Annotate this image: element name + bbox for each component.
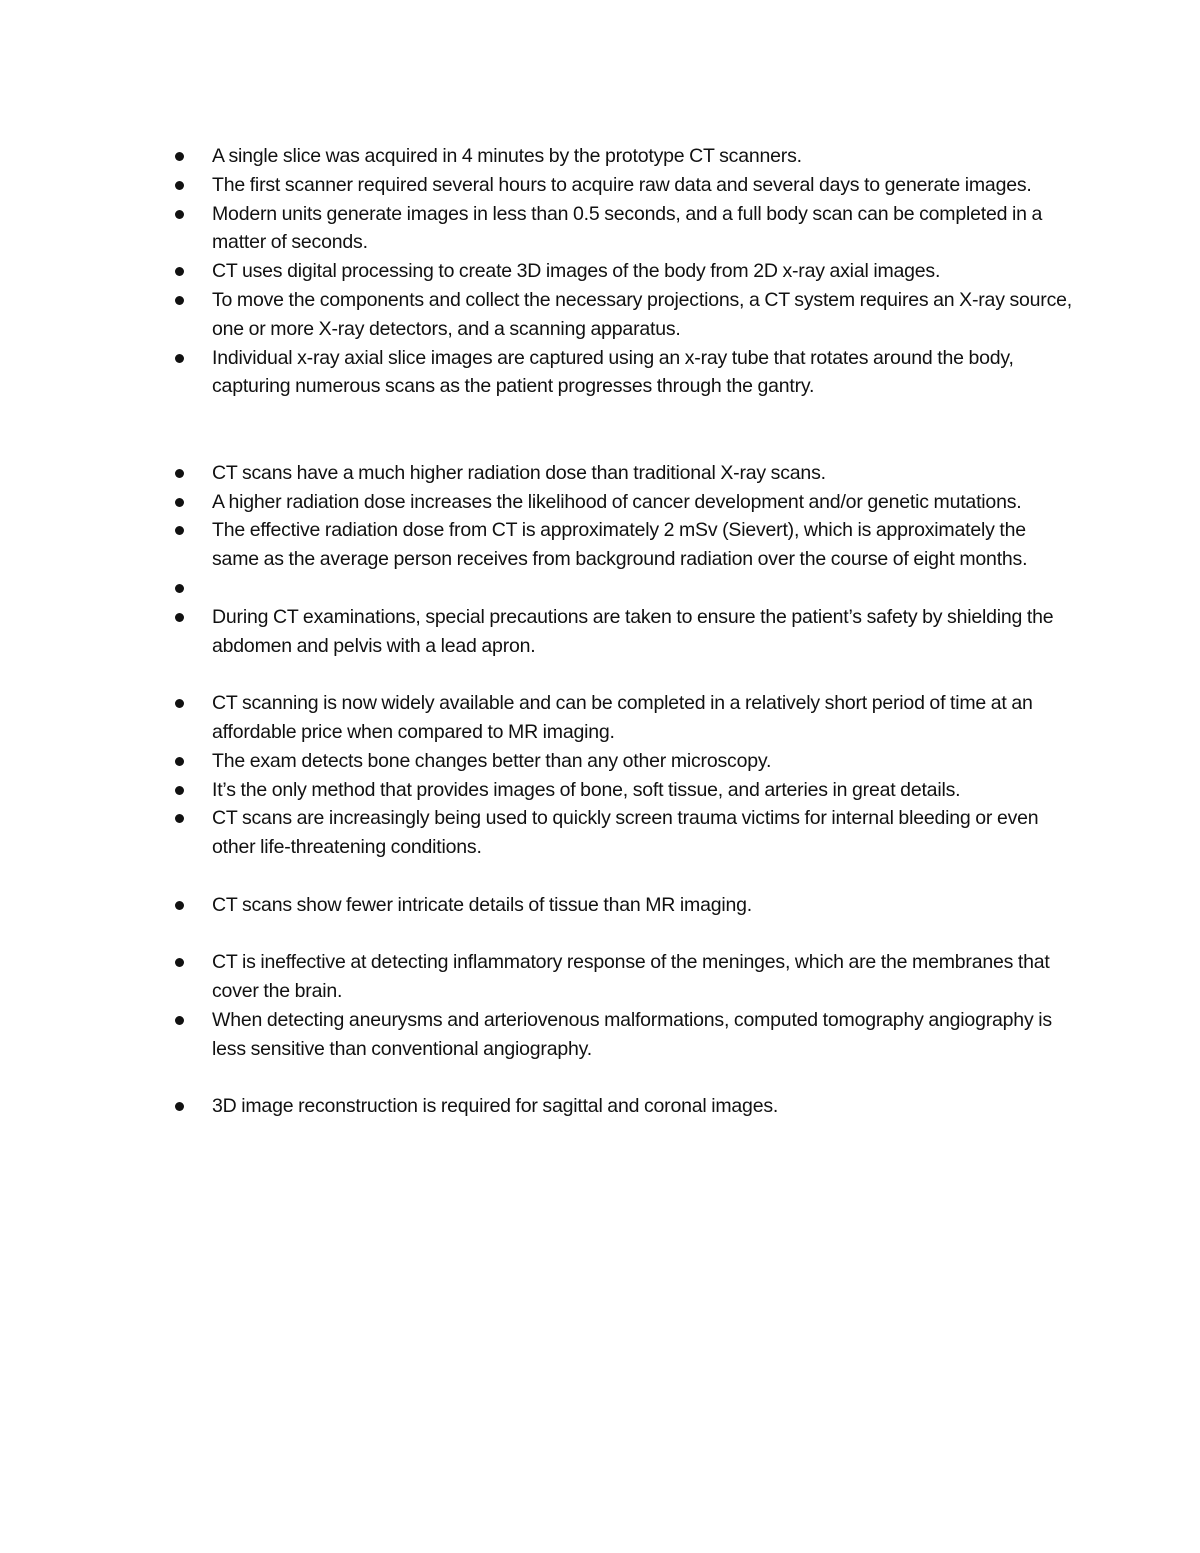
list-item-text: CT is ineffective at detecting inflammatory response of the meninges, which are the membranes that cover the brain. bbox=[212, 951, 1050, 1003]
bullet-icon bbox=[175, 613, 184, 622]
list-item-text: CT scanning is now widely available and can be completed in a relatively short period of time at an affordable price when compared to MR imaging. bbox=[212, 692, 1033, 743]
bullet-icon bbox=[175, 584, 184, 593]
bullet-icon bbox=[175, 814, 184, 823]
list-item bbox=[172, 171, 1072, 200]
list-item-text: Individual x-ray axial slice images are captured using an x-ray tube that rotates around the body, capturing numerous scans as the patient progresses through the gantry. bbox=[212, 346, 1014, 398]
list-item bbox=[172, 948, 1072, 1006]
bullet-icon bbox=[175, 152, 184, 161]
list-item bbox=[172, 891, 1072, 920]
bullet-icon bbox=[175, 469, 184, 478]
list-item bbox=[172, 286, 1072, 344]
bullet-icon bbox=[175, 958, 184, 967]
bullet-icon bbox=[175, 786, 184, 795]
list-item bbox=[172, 747, 1072, 776]
bullet-icon bbox=[175, 296, 184, 305]
list-item bbox=[172, 488, 1072, 517]
bullet-icon bbox=[175, 1102, 184, 1111]
list-item bbox=[172, 516, 1072, 574]
list-item-text: The effective radiation dose from CT is approximately 2 mSv (Sievert), which is approximately the same as the average person receives from background radiation over the course of eight months. bbox=[212, 519, 1028, 571]
list-item bbox=[172, 200, 1072, 258]
bullet-list bbox=[172, 142, 1072, 1121]
list-item-text: CT scans are increasingly being used to quickly screen trauma victims for internal bleeding or even other life-threatening conditions. bbox=[212, 807, 1039, 859]
list-item-text: CT scans show fewer intricate details of tissue than MR imaging. bbox=[212, 893, 752, 916]
list-item-text: Modern units generate images in less than 0.5 seconds, and a full body scan can be completed in a matter of seconds. bbox=[212, 202, 1043, 254]
list-item-text: CT uses digital processing to create 3D images of the body from 2D x-ray axial images. bbox=[212, 260, 941, 283]
spacer bbox=[172, 1064, 1072, 1093]
list-item bbox=[172, 1006, 1072, 1064]
list-item bbox=[172, 1092, 1072, 1121]
list-item-text: When detecting aneurysms and arteriovenous malformations, computed tomography angiography is less sensitive than conventional angiography. bbox=[212, 1008, 1052, 1060]
list-item bbox=[172, 142, 1072, 171]
list-item bbox=[172, 689, 1072, 747]
list-item bbox=[172, 344, 1072, 402]
list-item-empty bbox=[172, 574, 1072, 603]
bullet-icon bbox=[175, 354, 184, 363]
spacer bbox=[172, 660, 1072, 689]
bullet-icon bbox=[175, 267, 184, 276]
list-item bbox=[172, 459, 1072, 488]
bullet-icon bbox=[175, 699, 184, 708]
list-item-text: The exam detects bone changes better than any other microscopy. bbox=[212, 749, 772, 772]
bullet-icon bbox=[175, 757, 184, 766]
bullet-icon bbox=[175, 526, 184, 535]
spacer bbox=[172, 401, 1072, 459]
spacer bbox=[172, 920, 1072, 949]
spacer bbox=[172, 862, 1072, 891]
list-item-text: During CT examinations, special precautions are taken to ensure the patient’s safety by shielding the abdomen and pelvis with a lead apron. bbox=[212, 605, 1054, 657]
bullet-icon bbox=[175, 1016, 184, 1025]
bullet-icon bbox=[175, 498, 184, 507]
list-item bbox=[172, 257, 1072, 286]
list-item-text: 3D image reconstruction is required for sagittal and coronal images. bbox=[212, 1095, 779, 1118]
bullet-icon bbox=[175, 901, 184, 910]
list-item-text: It’s the only method that provides images of bone, soft tissue, and arteries in great details. bbox=[212, 778, 961, 801]
list-item-text: The first scanner required several hours to acquire raw data and several days to generate images. bbox=[212, 173, 1032, 196]
bullet-icon bbox=[175, 181, 184, 190]
list-item bbox=[172, 603, 1072, 661]
list-item bbox=[172, 804, 1072, 862]
list-item-text: To move the components and collect the necessary projections, a CT system requires an X-ray source, one or more X-ray detectors, and a scanning apparatus. bbox=[212, 288, 1073, 340]
bullet-icon bbox=[175, 210, 184, 219]
list-item-text: CT scans have a much higher radiation dose than traditional X-ray scans. bbox=[212, 461, 826, 484]
list-item-text: A higher radiation dose increases the likelihood of cancer development and/or genetic mutations. bbox=[212, 490, 1022, 513]
list-item bbox=[172, 776, 1072, 805]
list-item-text: A single slice was acquired in 4 minutes by the prototype CT scanners. bbox=[212, 145, 802, 167]
